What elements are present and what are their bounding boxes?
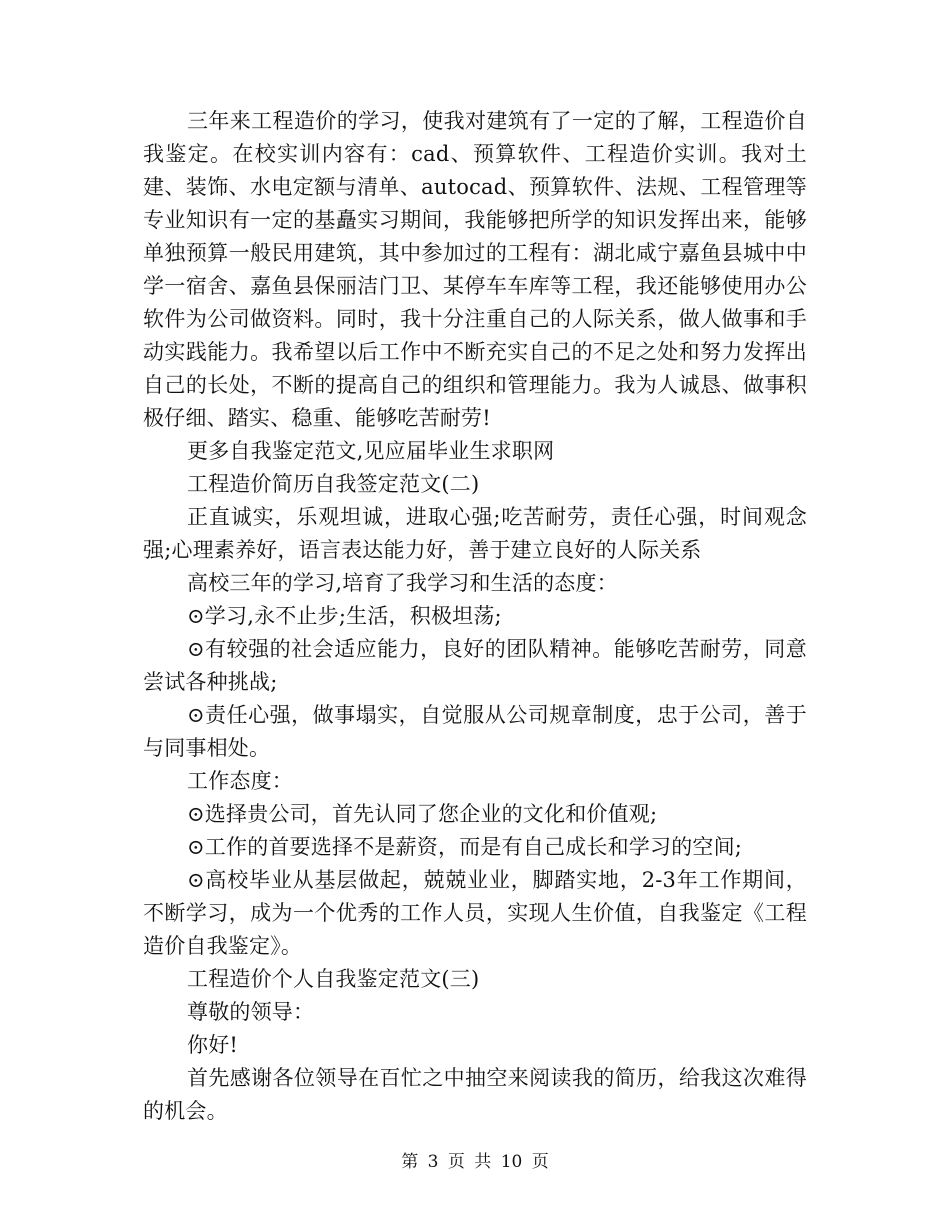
section-heading-3: 工程造价个人自我鉴定范文(三) <box>187 967 480 991</box>
section-heading-2: 工程造价简历自我签定范文(二) <box>187 472 480 496</box>
paragraph-more-link: 更多自我鉴定范文,见应届毕业生求职网 <box>187 439 555 463</box>
paragraph-work-attitude: 工作态度： <box>187 769 293 793</box>
bullet-item: ⊙学习,永不止步;生活，积极坦荡; <box>187 604 502 628</box>
paragraph-traits: 正直诚实，乐观坦诚，进取心强;吃苦耐劳，责任心强，时间观念强;心理素养好，语言表达能力好，善于建立良好的人际关系 <box>143 505 807 562</box>
bullet-item: ⊙有较强的社会适应能力，良好的团队精神。能够吃苦耐劳，同意尝试各种挑战; <box>143 637 807 694</box>
bullet-item: ⊙高校毕业从基层做起，兢兢业业，脚踏实地，2-3年工作期间，不断学习，成为一个优秀的工作人员，实现人生价值，自我鉴定《工程造价自我鉴定》。 <box>143 868 807 958</box>
paragraph-thanks: 首先感谢各位领导在百忙之中抽空来阅读我的简历，给我这次难得的机会。 <box>143 1066 807 1123</box>
paragraph-salutation: 尊敬的领导： <box>187 1000 315 1024</box>
paragraph-intro: 三年来工程造价的学习，使我对建筑有了一定的了解，工程造价自我鉴定。在校实训内容有：cad、预算软件、工程造价实训。我对土建、装饰、水电定额与清单、autocad、预算软件、法规、工程管理等专业知识有一定的基矗实习期间，我能够把所学的知识发挥出来，能够单独预算一般民用建筑，其中参加过的工程有：湖北咸宁嘉鱼县城中中学一宿舍、嘉鱼县保丽洁门卫、某停车车库等工程，我还能够使用办公软件为公司做资料。同时，我十分注重自己的人际关系，做人做事和手动实践能力。我希望以后工作中不断充实自己的不足之处和努力发挥出自己的长处，不断的提高自己的组织和管理能力。我为人诚恳、做事积极仔细、踏实、稳重、能够吃苦耐劳! <box>143 109 807 430</box>
bullet-item: ⊙工作的首要选择不是薪资，而是有自己成长和学习的空间; <box>187 835 743 859</box>
paragraph-study: 高校三年的学习,培育了我学习和生活的态度： <box>187 571 618 595</box>
paragraph-greeting: 你好! <box>187 1033 239 1057</box>
page-number-footer: 第 3 页 共 10 页 <box>401 1152 549 1172</box>
bullet-item: ⊙责任心强，做事塌实，自觉服从公司规章制度，忠于公司，善于与同事相处。 <box>143 703 807 760</box>
bullet-item: ⊙选择贵公司，首先认同了您企业的文化和价值观; <box>187 802 658 826</box>
document-body <box>143 105 807 1128</box>
